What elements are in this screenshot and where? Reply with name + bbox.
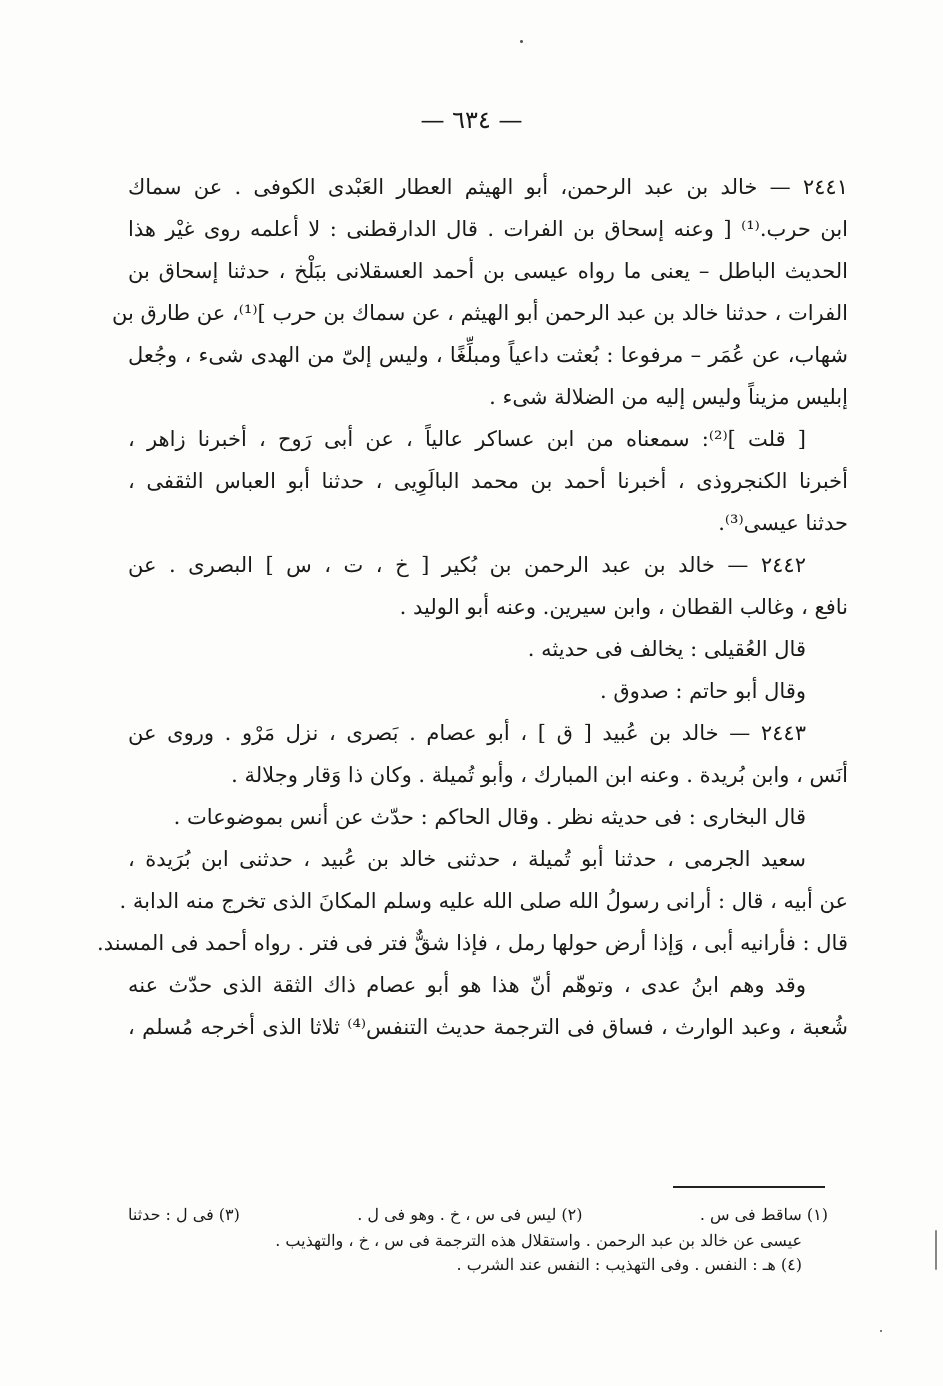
footnote-row [128, 1203, 828, 1229]
footnote-4: (٤) هـ : النفس . وفى التهذيب : النفس عند الشرب . [456, 1255, 802, 1274]
text-line: نافع ، وغالب القطان ، وابن سيرين. وعنه أبو الوليد . [399, 595, 848, 619]
text-line: عن أبيه ، قال : أرانى رسولُ الله صلى الله عليه وسلم المكانَ الذى تخرج منه الدابة . [119, 889, 848, 913]
main-text-block [97, 166, 848, 1048]
text-line: شُعبة ، وعبد الوارث ، فساق فى الترجمة حديث التنفس⁽⁴⁾ ثلاثا الذى أخرجه مُسلم ، [128, 1015, 848, 1039]
text-line: أنَس ، وابن بُريدة . وعنه ابن المبارك ، وأبو تُميلة . وكان ذا وَقار وجلالة . [231, 763, 848, 787]
text-line: الفرات ، حدثنا خالد بن عبد الرحمن أبو الهيثم ، عن سماك بن حرب ]⁽¹⁾، عن طارق بن [112, 301, 848, 325]
text-line: قال : فأرانيه أبى ، وَإذا أرض حولها رمل ، فإذا شقٌّ فتر فى فتر . رواه أحمد فى المسند. [97, 931, 848, 955]
scan-speck [935, 1230, 937, 1270]
text-line: [ قلت ]⁽²⁾: سمعناه من ابن عساكر عالياً ، عن أبى رَوح ، أخبرنا زاهر ، [128, 427, 806, 451]
text-line: وقد وهم ابنُ عدى ، وتوهّم أنّ هذا هو أبو عصام ذاك الثقة الذى حدّث عنه [128, 973, 806, 997]
text-line: ابن حرب.⁽¹⁾ [ وعنه إسحاق بن الفرات . قال الدارقطنى : لا أعلمه روى غيْر هذا [128, 217, 848, 241]
footnote-3-continued: عيسى عن خالد بن عبد الرحمن . واستقلال هذه الترجمة فى س ، خ ، والتهذيب . [275, 1231, 802, 1250]
text-line: سعيد الجرمى ، حدثنا أبو تُميلة ، حدثنى خالد بن عُبيد ، حدثنى ابن بُرَيدة ، [128, 847, 806, 871]
text-line: شهاب، عن عُمَر – مرفوعا : بُعثت داعياً ومبلِّغًا ، وليس إلىّ من الهدى شىء ، وجُعل [128, 343, 848, 367]
text-line: أخبرنا الكنجروذى ، أخبرنا أحمد بن محمد البالَوِيى ، حدثنا أبو العباس الثقفى ، [128, 469, 848, 493]
text-line: حدثنا عيسى⁽³⁾. [718, 511, 848, 535]
scan-speck [880, 1330, 882, 1332]
text-line: ٢٤٤٢ — خالد بن عبد الرحمن بن بُكير [ خ ، ت ، س ] البصرى . عن [128, 553, 806, 577]
footnote-1: (١) ساقط فى س . [699, 1205, 828, 1224]
text-line: وقال أبو حاتم : صدوق . [600, 679, 806, 703]
page-number: — ٦٣٤ — [420, 106, 523, 134]
text-line: ٢٤٤١ — خالد بن عبد الرحمن، أبو الهيثم العطار العَبْدى الكوفى . عن سماك [128, 175, 848, 199]
footnote-3: (٣) فى ل : حدثنا [128, 1205, 240, 1224]
text-line: ٢٤٤٣ — خالد بن عُبيد [ ق ] ، أبو عصام . بَصرى ، نزل مَرْو . وروى عن [128, 721, 806, 745]
scan-speck [520, 40, 523, 43]
text-line: قال البخارى : فى حديثه نظر . وقال الحاكم : حدّث عن أنس بموضوعات . [173, 805, 806, 829]
footnote-2: (٢) ليس فى س ، خ . وهو فى ل . [357, 1205, 583, 1224]
footnotes-block [128, 1203, 828, 1277]
text-line: قال العُقيلى : يخالف فى حديثه . [527, 637, 806, 661]
footnote-divider [673, 1186, 825, 1188]
text-line: إبليس مزيناً وليس إليه من الضلالة شىء . [489, 385, 848, 409]
text-line: الحديث الباطل – يعنى ما رواه عيسى بن أحمد العسقلانى ببَلْخ ، حدثنا إسحاق بن [128, 259, 848, 283]
